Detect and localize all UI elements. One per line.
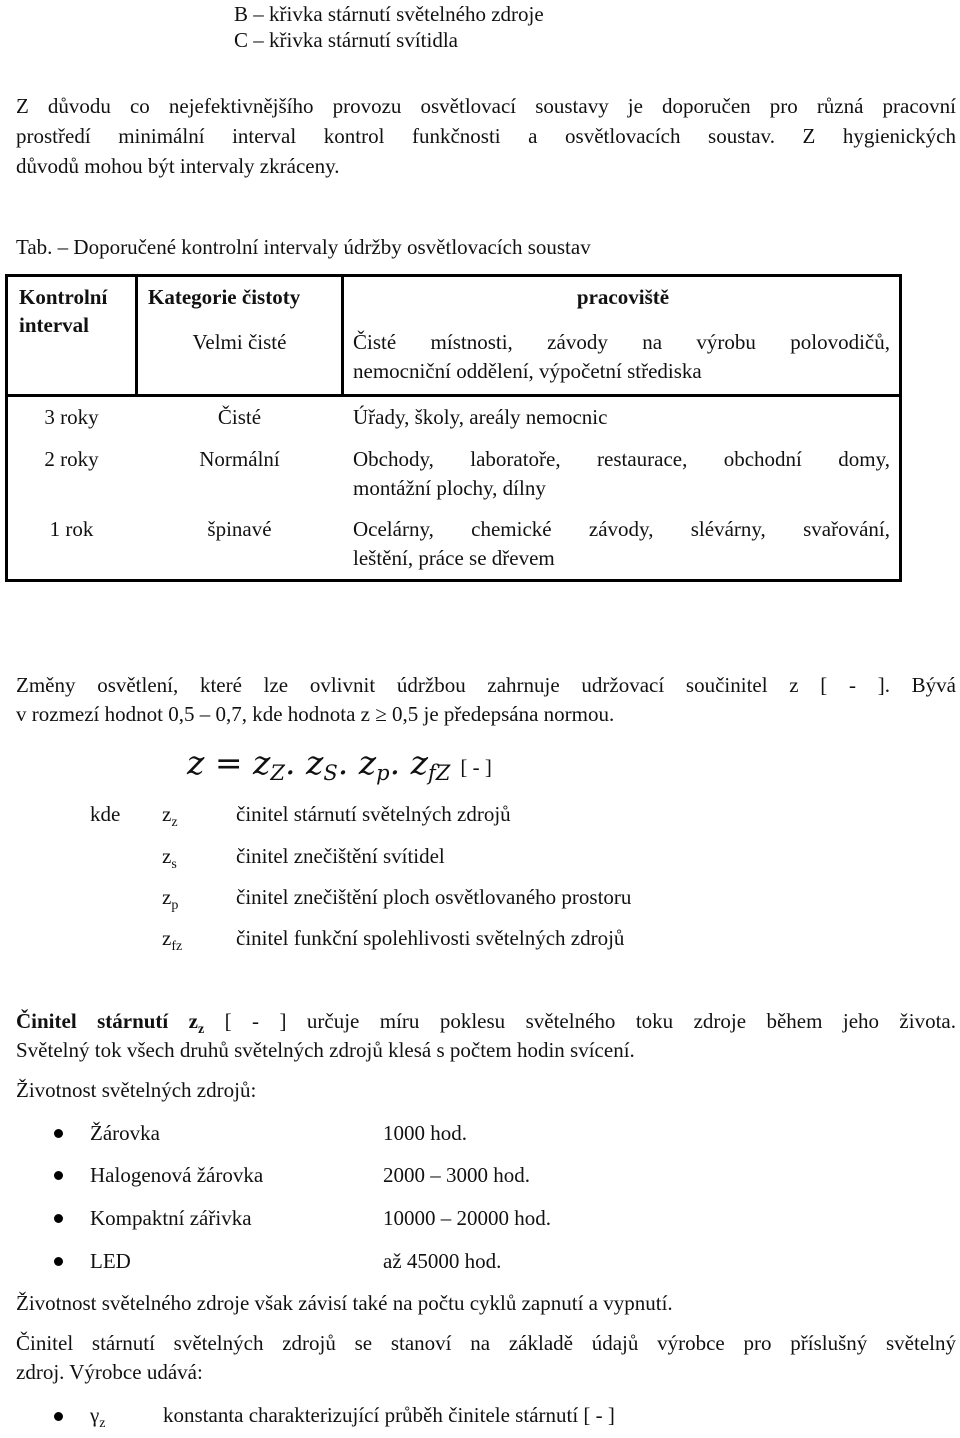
lifetime-value: 10000 – 20000 hod. [383, 1206, 551, 1230]
maintenance-table [5, 274, 902, 582]
bullet-icon [54, 1257, 63, 1266]
manufacturer-line-2: zdroj. Výrobce udává: [16, 1360, 203, 1384]
aging-bold-subscript: z [198, 1022, 205, 1038]
intro-line-3: důvodů mohou být intervaly zkráceny. [16, 154, 340, 178]
header-workplace: pracoviště [576, 285, 670, 309]
table-divider [341, 277, 344, 397]
row-category: Čisté [217, 405, 262, 429]
formula-dot: . [285, 743, 306, 782]
formula-symbol: z [358, 743, 377, 782]
manufacturer-line-1: Činitel stárnutí světelných zdrojů se stanoví na základě údajů výrobce pro příslušný světelný [16, 1331, 956, 1355]
where-symbol: $z_s$ [162, 844, 177, 873]
formula-dot: . [389, 743, 411, 782]
formula-symbol: z [410, 743, 428, 782]
formula-lhs: z [187, 743, 205, 782]
maintenance-line-1: Změny osvětlení, které lze ovlivnit údržbou zahrnuje udržovací součinitel z [ - ]. Bývá [16, 673, 956, 697]
formula-unit: [ - ] [460, 755, 492, 779]
table-caption: Tab. – Doporučené kontrolní intervaly údržby osvětlovacích soustav [16, 235, 591, 259]
formula-symbol: z [306, 743, 324, 782]
formula-subscript: S [323, 761, 338, 785]
formula-subscript: Z [270, 761, 286, 785]
bullet-icon [54, 1412, 63, 1421]
bullet-icon [54, 1171, 63, 1180]
table-divider [8, 394, 899, 397]
bullet-icon [54, 1214, 63, 1223]
row-workplace: Úřady, školy, areály nemocnic [353, 405, 608, 429]
maintenance-factor-formula [187, 743, 492, 788]
bullet-icon [54, 1129, 63, 1138]
maintenance-line-2: v rozmezí hodnot 0,5 – 0,7, kde hodnota z ≥ 0,5 je předepsána normou. [16, 702, 615, 726]
gamma-symbol: $\gamma_z$ [90, 1403, 106, 1432]
aging-line-1-rest: [ - ] určuje míru poklesu světelného toku zdroje během jeho života. [224, 1009, 956, 1033]
row-category: špinavé [207, 517, 272, 541]
lifetime-value: až 45000 hod. [383, 1249, 502, 1273]
lifetime-heading: Životnost světelných zdrojů: [16, 1078, 257, 1102]
where-description: činitel funkční spolehlivosti světelných zdrojů [236, 926, 625, 950]
header-category: Kategorie čistoty [148, 285, 301, 309]
formula-subscript: fZ [427, 761, 451, 785]
header-interval-2: interval [19, 313, 89, 337]
row-category: Velmi čisté [192, 330, 287, 354]
lifetime-source: Halogenová žárovka [90, 1163, 264, 1187]
formula-dot: . [337, 743, 359, 782]
where-symbol: $z_{fz}$ [162, 926, 183, 955]
aging-line-2: Světelný tok všech druhů světelných zdrojů klesá s počtem hodin svícení. [16, 1038, 635, 1062]
where-symbol: $z_z$ [162, 802, 178, 831]
lifetime-source: Žárovka [90, 1121, 160, 1145]
header-interval-1: Kontrolní [19, 285, 108, 309]
legend-line-b: B – křivka stárnutí světelného zdroje [234, 2, 544, 26]
row-workplace: nemocniční oddělení, výpočetní střediska [353, 359, 702, 383]
row-interval: 1 rok [49, 517, 94, 541]
aging-bold-label: Činitel stárnutí z [16, 1009, 198, 1033]
row-workplace: leštění, práce se dřevem [353, 546, 555, 570]
legend-line-c: C – křivka stárnutí svítidla [234, 28, 458, 52]
where-description: činitel znečištění ploch osvětlovaného prostoru [236, 885, 632, 909]
formula-equals: = [204, 743, 254, 782]
lifetime-source: LED [90, 1249, 131, 1273]
row-interval: 3 roky [44, 405, 99, 429]
lifetime-source: Kompaktní zářivka [90, 1206, 252, 1230]
where-label: kde [90, 802, 121, 826]
row-category: Normální [199, 447, 280, 471]
gamma-description: konstanta charakterizující průběh činitele stárnutí [ - ] [163, 1403, 615, 1427]
cycles-note: Životnost světelného zdroje však závisí také na počtu cyklů zapnutí a vypnutí. [16, 1291, 673, 1315]
intro-line-1: Z důvodu co nejefektivnějšího provozu osvětlovací soustavy je doporučen pro různá pracovní [16, 94, 956, 118]
row-workplace: Obchody, laboratoře, restaurace, obchodní domy, [353, 447, 890, 471]
row-interval: 2 roky [44, 447, 99, 471]
row-workplace: Ocelárny, chemické závody, slévárny, svařování, [353, 517, 890, 541]
intro-line-2: prostředí minimální interval kontrol funkčnosti a osvětlovacích soustav. Z hygienických [16, 124, 956, 148]
lifetime-value: 2000 – 3000 hod. [383, 1163, 530, 1187]
where-description: činitel znečištění svítidel [236, 844, 445, 868]
formula-subscript: p [376, 761, 390, 785]
where-symbol: $z_p$ [162, 885, 179, 914]
where-description: činitel stárnutí světelných zdrojů [236, 802, 511, 826]
row-workplace: Čisté místnosti, závody na výrobu polovodičů, [353, 330, 890, 354]
row-workplace: montážní plochy, dílny [353, 476, 546, 500]
formula-symbol: z [253, 743, 271, 782]
lifetime-value: 1000 hod. [383, 1121, 467, 1145]
